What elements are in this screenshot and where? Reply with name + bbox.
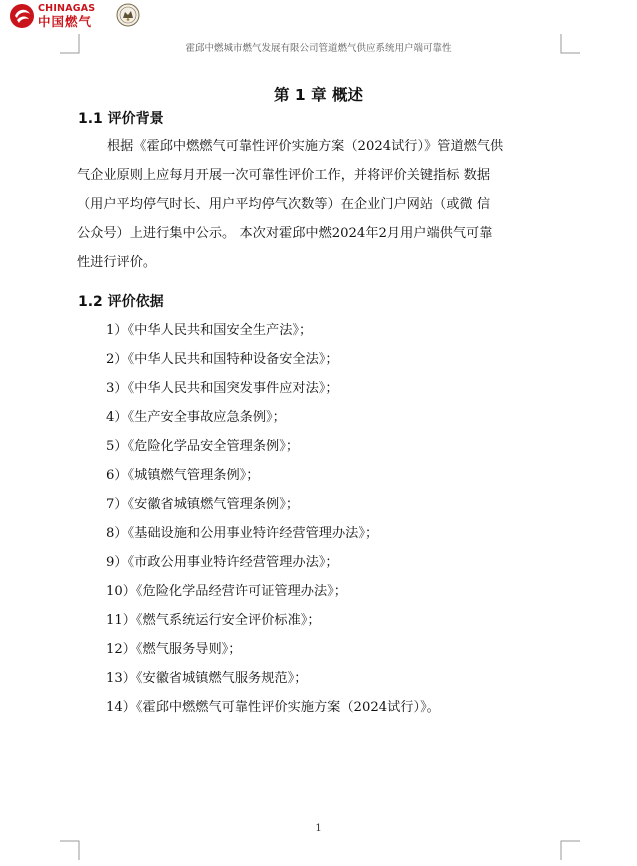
list-item: 10）《危险化学品经营许可证管理办法》； [106, 584, 347, 599]
list-item: 13）《安徽省城镇燃气服务规范》； [106, 671, 308, 686]
section-heading-background: 1.1 评价背景 [78, 111, 164, 127]
logo-english-text: CHINAGAS [38, 3, 96, 14]
crop-mark-top-right [560, 34, 580, 54]
list-item: 14）《霍邱中燃燃气可靠性评价实施方案（2024试行）》。 [106, 700, 440, 715]
section-heading-basis: 1.2 评价依据 [78, 294, 164, 310]
list-item: 9）《市政公用事业特许经营管理办法》； [106, 555, 339, 570]
paragraph-line: （用户平均停气时长、用户平均停气次数等）在企业门户网站（或微 信 [77, 197, 491, 212]
list-item: 6）《城镇燃气管理条例》； [106, 468, 260, 483]
background-paragraph [77, 132, 563, 277]
list-item: 3）《中华人民共和国突发事件应对法》； [106, 381, 339, 396]
crop-mark-bottom-right [560, 840, 580, 860]
paragraph-line: 性进行评价。 [77, 255, 157, 270]
list-item: 5）《危险化学品安全管理条例》； [106, 439, 300, 454]
list-item: 12）《燃气服务导则》； [106, 642, 242, 657]
running-header-title: 霍邱中燃城市燃气发展有限公司管道燃气供应系统用户端可靠性 [185, 43, 452, 54]
crop-mark-top-left [60, 34, 80, 54]
logo-chinese-text: 中国燃气 [38, 13, 93, 29]
list-item: 8）《基础设施和公用事业特许经营管理办法》； [106, 526, 379, 541]
list-item: 7）《安徽省城镇燃气管理条例》； [106, 497, 300, 512]
paragraph-line: 公众号）上进行集中公示。 本次对霍邱中燃2024年2月用户端供气可靠 [77, 226, 493, 241]
chinagas-logo [9, 3, 95, 29]
chapter-title: 第 1 章 概述 [274, 86, 363, 104]
company-seal-icon [116, 3, 140, 27]
crop-mark-bottom-left [60, 840, 80, 860]
list-item: 11）《燃气系统运行安全评价标准》； [106, 613, 321, 628]
paragraph-line: 根据《霍邱中燃燃气可靠性评价实施方案（2024试行）》管道燃气供 [107, 139, 504, 154]
page-number: 1 [315, 823, 322, 834]
paragraph-line: 气企业原则上应每月开展一次可靠性评价工作，并将评价关键指标 数据 [77, 168, 491, 183]
list-item: 2）《中华人民共和国特种设备安全法》； [106, 352, 339, 367]
reference-list [106, 316, 440, 722]
list-item: 1）《中华人民共和国安全生产法》； [106, 323, 313, 338]
list-item: 4）《生产安全事故应急条例》； [106, 410, 286, 425]
chinagas-logo-icon [9, 3, 35, 29]
